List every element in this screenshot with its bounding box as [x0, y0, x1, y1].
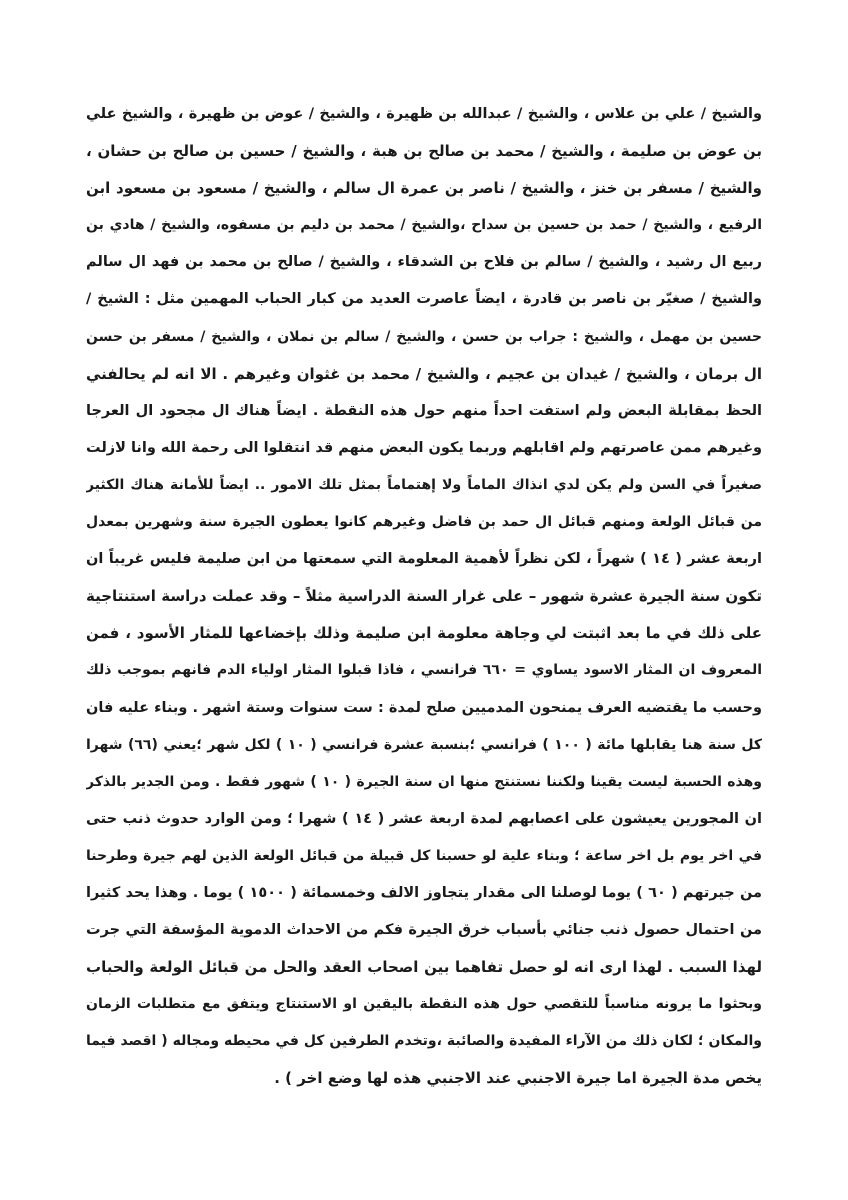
text-line: وغيرهم ممن عاصرتهم ولم اقابلهم وربما يكون البعض منهم قد انتقلوا الى رحمة الله وانا لازلت — [86, 439, 762, 456]
text-line: والشيخ / مسفر بن خنز ، والشيخ / ناصر بن عمرة ال سالم ، والشيخ / مسعود بن مسعود ابن — [86, 179, 762, 198]
text-line: والمكان ؛ لكان ذلك من الآراء المفيدة والصائبة ،وتخدم الطرفين كل في محيطه ومجاله ( اقصد فيما — [86, 1033, 762, 1050]
text-line: من جيرتهم ( ٦٠ ) يوما لوصلنا الى مقدار يتجاوز الالف وخمسمائة ( ١٥٠٠ ) يوما . وهذا يحد كثيرا — [86, 884, 762, 901]
text-line: المعروف ان المثار الاسود يساوي = ٦٦٠ فرانسي ، فاذا قبلوا المثار اولياء الدم فانهم بموجب ذلك — [86, 662, 762, 679]
text-line: على ذلك في ما بعد اثبتت لي وجاهة معلومة ابن صليمة وذلك بإخضاعها للمثار الأسود ، فمن — [86, 624, 762, 643]
text-line: لهذا السبب . لهذا ارى انه لو حصل تفاهما بين اصحاب العقد والحل من قبائل الولعة والحباب — [86, 958, 762, 977]
text-line: وبحثوا ما يرونه مناسباً للتقصي حول هذه النقطة باليقين او الاستنتاج ويتفق مع متطلبات الزمان — [86, 996, 762, 1013]
text-line: اربعة عشر ( ١٤ ) شهراً ، لكن نظراً لأهمية المعلومة التي سمعتها من ابن صليمة فليس غريباً ان — [86, 551, 762, 568]
text-line: وحسب ما يقتضيه العرف يمنحون المدميين صلح لمدة : ست سنوات وستة اشهر . وبناء عليه فان — [86, 699, 762, 716]
text-line: وهذه الحسبة ليست يقينا ولكننا نستنتج منها ان سنة الجيرة ( ١٠ ) شهور فقط . ومن الجدير بالذكر — [86, 773, 762, 790]
text-line: تكون سنة الجيرة عشرة شهور – على غرار السنة الدراسية مثلاً – وقد عملت دراسة استنتاجية — [86, 587, 762, 606]
text-line-last: يخص مدة الجيرة اما جيرة الاجنبي عند الاجنبي هذه لها وضع اخر ) . — [274, 1069, 762, 1088]
text-line: بن عوض بن صليمة ، والشيخ / محمد بن صالح بن هبة ، والشيخ / حسين بن صالح بن حشان ، — [86, 142, 762, 161]
text-line: والشيخ / علي بن علاس ، والشيخ / عبدالله بن ظهيرة ، والشيخ / عوض بن ظهيرة ، والشيخ علي — [86, 106, 762, 122]
text-line: ال برمان ، والشيخ / غيدان بن عجيم ، والشيخ / محمد بن غثوان وغيرهم . الا انه لم يحالفني — [86, 364, 762, 383]
text-line: الحظ بمقابلة البعض ولم استفت احداً منهم حول هذه النقطة . ايضاً هناك ال مجحود ال العرجا — [86, 402, 762, 419]
text-line: ربيع ال رشيد ، والشيخ / سالم بن فلاح بن الشدقاء ، والشيخ / صالح بن محمد بن فهد ال سالم — [86, 254, 762, 271]
text-line: حسين بن مهمل ، والشيخ : جراب بن حسن ، والشيخ / سالم بن نملان ، والشيخ / مسفر بن حسن — [86, 328, 762, 345]
text-line: كل سنة هنا يقابلها مائة ( ١٠٠ ) فرانسي ؛بنسبة عشرة فرانسي ( ١٠ ) لكل شهر ؛يعني (٦٦) شهرا — [86, 736, 762, 753]
text-line: الرفيع ، والشيخ / حمد بن حسين بن سداح ،والشيخ / محمد بن دليم بن مسفوه، والشيخ / هادي بن — [86, 217, 762, 234]
text-line: ان المجورين يعيشون على اعصابهم لمدة اربعة عشر ( ١٤ ) شهرا ؛ ومن الوارد حدوث ذنب حتى — [86, 810, 762, 827]
text-line: في اخر يوم بل اخر ساعة ؛ وبناء علية لو حسبنا كل قبيلة من قبائل الولعة الذين لهم جيرة وطرحنا — [86, 847, 762, 864]
text-line: صغيراً في السن ولم يكن لدي انذاك الماماً ولا إهتماماً بمثل تلك الامور .. ايضاً للأمانة هناك الكثير — [86, 476, 762, 493]
text-line: من احتمال حصول ذنب جنائي بأسباب خرق الجيرة فكم من الاحداث الدموية المؤسفة التي جرت — [86, 922, 762, 939]
body-text — [86, 96, 762, 1098]
text-line: والشيخ / صغيّر بن ناصر بن قادرة ، ايضاً عاصرت العديد من كبار الحباب المهمين مثل : الشيخ / — [86, 291, 762, 308]
text-line: من قبائل الولعة ومنهم قبائل ال حمد بن فاضل وغيرهم كانوا يعطون الجيرة سنة وشهرين بمعدل — [86, 514, 762, 531]
